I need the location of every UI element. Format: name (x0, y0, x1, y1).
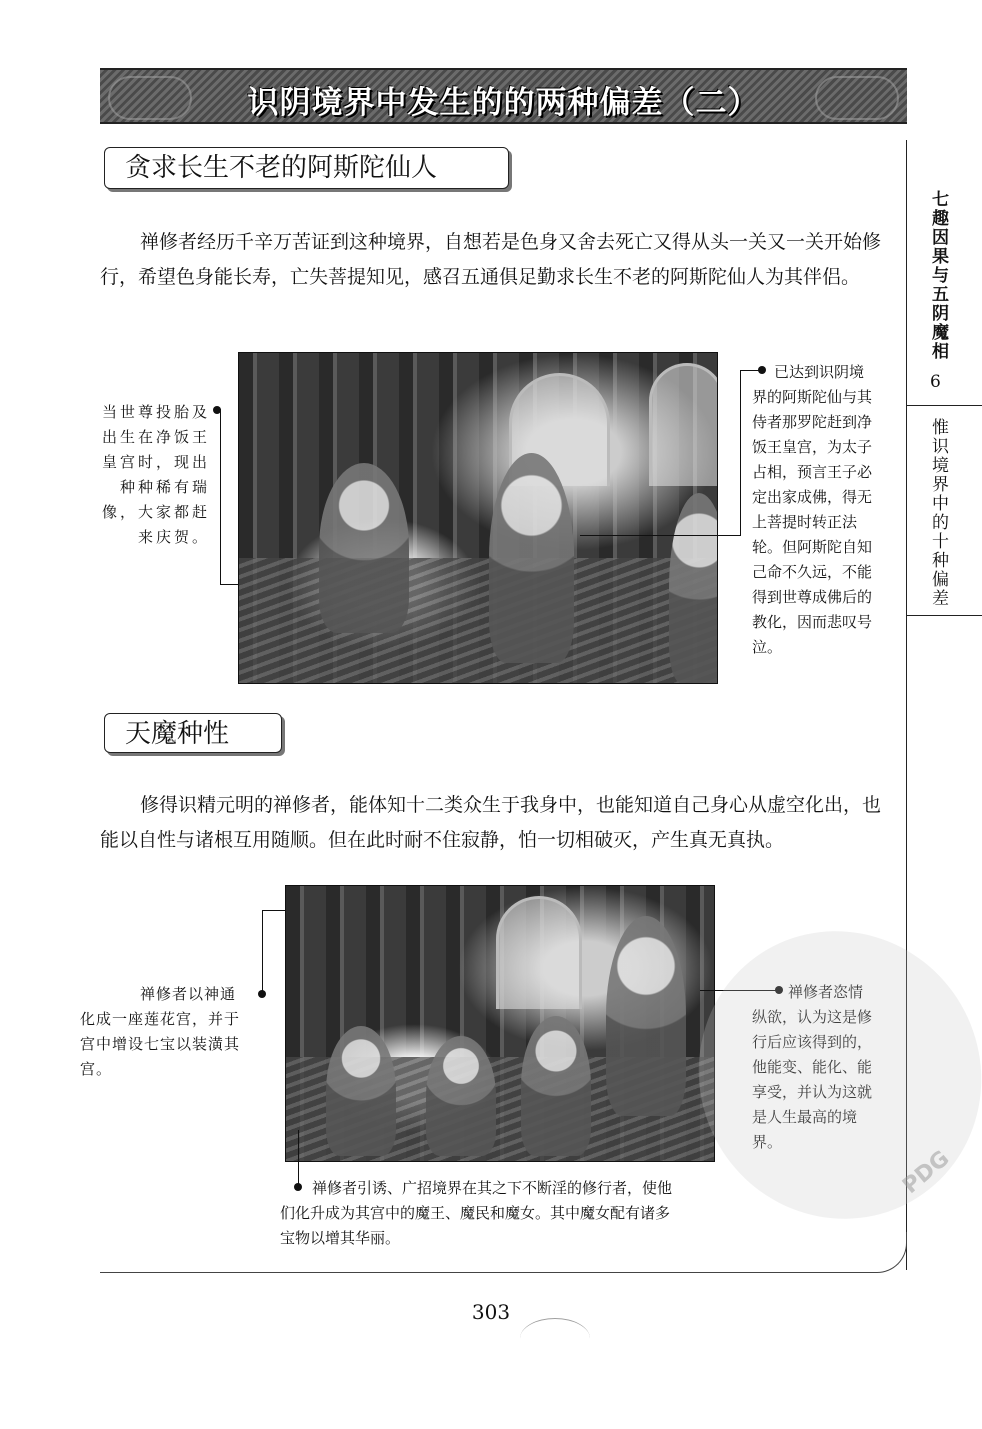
illustration-floor (239, 558, 717, 683)
page-number: 303 (471, 1300, 511, 1324)
section-paragraph: 修得识精元明的禅修者，能体知十二类众生于我身中，也能知道自己身心从虚空化出，也能以自性与诸根互用随顺。但在此时耐不住寂静，怕一切相破灭，产生真无真执。 (100, 794, 882, 851)
sidebar-chapter-number: 6 (930, 372, 943, 392)
illustration-asita-at-palace (238, 352, 718, 684)
sidebar-separator-top (906, 405, 982, 406)
sidebar-chapter-title: 七趣因果与五阴魔相 (928, 190, 948, 361)
section-heading-box (104, 713, 282, 753)
callout-line (580, 535, 741, 536)
callout-dot (258, 990, 266, 998)
footer-ornament (520, 1318, 590, 1359)
callout-line (220, 409, 221, 584)
watermark-text: PDG (898, 1146, 955, 1199)
illustration-caption-left: 当世尊投胎及出生在净饭王皇宫时，现出种种稀有瑞像，大家都赶来庆贺。 (101, 403, 210, 546)
illustration-caption-bottom: 禅修者引诱、广招境界在其之下不断淫的修行者，使他们化升成为其宫中的魔王、魔民和魔女。其中魔女配有诸多宝物以增其华丽。 (280, 1179, 673, 1247)
illustration-figure-practitioner (606, 916, 686, 1116)
section-heading-box (104, 147, 509, 189)
sidebar-subtitle: 惟识境界中的十种偏差 (928, 418, 948, 608)
illustration-figure-king (319, 463, 409, 633)
footer-rule (100, 1232, 907, 1273)
section-paragraph: 禅修者经历千辛万苦证到这种境界，自想若是色身又舍去死亡又得从头一关又一关开始修行，希望色身能长寿，亡失菩提知见，感召五通俱足勤求长生不老的阿斯陀仙人为其伴侣。 (100, 231, 882, 288)
title-banner (100, 68, 907, 124)
illustration-arch (496, 896, 582, 1009)
callout-line (262, 910, 263, 992)
illustration-caption-right: 禅修者恣情纵欲，认为这是修行后应该得到的，他能变、能化、能享受，并认为这就是人生最高的境界。 (752, 983, 873, 1151)
illustration-caption-left: 禅修者以神通化成一座莲花宫，并于宫中增设七宝以装潢其宫。 (80, 985, 241, 1078)
page-title: 识阴境界中发生的的两种偏差（二） (247, 85, 760, 121)
illustration-figure-maiden (426, 1036, 496, 1156)
illustration-caption-right: 已达到识阴境界的阿斯陀仙与其侍者那罗陀赶到净饭王皇宫，为太子占相，预言王子必定出家成佛，得无上菩提时转正法轮。但阿斯陀自知己命不久远，不能得到世尊成佛后的教化，因而悲叹号泣。 (752, 363, 873, 656)
callout-line (262, 910, 286, 911)
illustration-figure-sage (489, 453, 574, 663)
section-heading: 贪求长生不老的阿斯陀仙人 (125, 153, 438, 183)
section-heading: 天魔种性 (125, 719, 230, 749)
illustration-figure-attendant (669, 493, 718, 683)
illustration-figure-maiden (326, 1026, 396, 1156)
sidebar-separator-bottom (906, 615, 982, 616)
callout-line (740, 370, 741, 535)
illustration-figure-maiden (521, 1016, 591, 1156)
illustration-lotus-palace (285, 885, 715, 1162)
illustration-arch (649, 363, 718, 486)
